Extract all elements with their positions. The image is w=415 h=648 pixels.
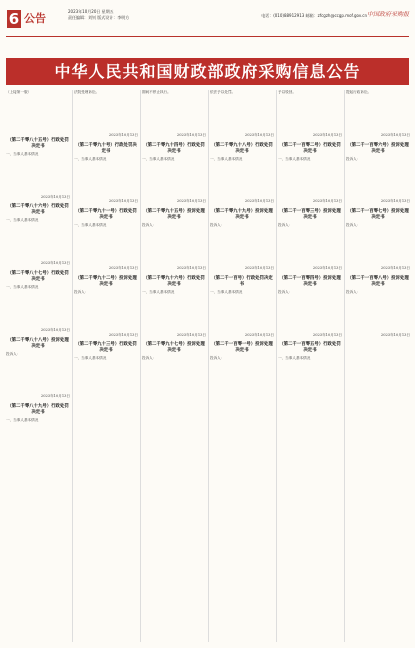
notice-block: [142, 209, 206, 271]
notice-block: [74, 342, 138, 399]
notice-block: [210, 143, 274, 205]
notice-heading: （第二千一百零三号）投诉处理决定书: [279, 209, 341, 221]
page-title: 中华人民共和国财政部政府采购信息公告: [6, 58, 409, 85]
notice-heading: （第二千一百零二号）行政处罚决定书: [279, 142, 341, 154]
notice-block: [6, 404, 70, 461]
notice-intro: 一、当事人基本情况: [6, 284, 39, 289]
section-name: 公告: [24, 12, 46, 25]
body-text-block: [74, 295, 138, 333]
notice-intro: 投诉人：: [142, 223, 157, 228]
column-divider: [208, 90, 209, 642]
notice-intro: 一、当事人基本情况: [210, 289, 243, 294]
body-text-block: [142, 295, 206, 333]
body-text-block: [74, 228, 138, 266]
notice-block: [210, 90, 274, 138]
body-text-block: [6, 423, 70, 461]
text-column: [278, 90, 342, 642]
notice-date: 2023年10月13日: [244, 265, 274, 270]
notice-intro: 一、当事人基本情况: [278, 156, 311, 161]
notice-heading: （第二千一百零一号）投诉处理决定书: [211, 342, 273, 354]
body-text-block: [74, 161, 138, 199]
notice-intro: 一、当事人基本情况: [74, 156, 107, 161]
text-column: [6, 90, 70, 642]
notice-block: [74, 276, 138, 338]
notice-intro: 提起行政诉讼。: [346, 90, 372, 94]
notice-date: 2023年10月13日: [312, 132, 342, 137]
body-text-block: [6, 157, 70, 195]
notice-date: 2023年10月13日: [108, 332, 138, 337]
column-divider: [276, 90, 277, 642]
notice-heading: （第二千一百零七号）投诉处理决定书: [347, 209, 409, 221]
notice-intro: 投诉人：: [210, 356, 225, 361]
body-text-block: [278, 228, 342, 266]
notice-heading: （第二千一百零六号）投诉处理决定书: [347, 142, 409, 154]
body-text-block: [142, 95, 206, 133]
notice-block: [346, 209, 410, 271]
notice-date: 2023年10月13日: [40, 261, 70, 266]
notice-date: 2023年10月13日: [244, 199, 274, 204]
text-column: [74, 90, 138, 642]
column-divider: [72, 90, 73, 642]
notice-heading: （第二千一百零八号）投诉处理决定书: [347, 275, 409, 287]
notice-block: [6, 204, 70, 266]
notice-date: 2023年10月13日: [40, 194, 70, 199]
body-text-block: [74, 361, 138, 399]
notice-date: 2023年10月13日: [380, 265, 410, 270]
text-column: [346, 90, 410, 642]
notice-block: [346, 276, 410, 338]
text-column: [210, 90, 274, 642]
notice-block: [74, 209, 138, 271]
notice-intro: 投诉人：: [278, 289, 293, 294]
notice-date: 2023年10月13日: [108, 132, 138, 137]
body-text-block: [6, 356, 70, 394]
contact-info: 电话：(010)88912913 邮箱：zfcgzh@ccgp.mof.gov.cn: [261, 13, 367, 18]
notice-block: [142, 90, 206, 138]
notice-intro: 一、当事人基本情况: [6, 418, 39, 423]
notice-block: [74, 143, 138, 205]
notice-date: 2023年10月13日: [176, 199, 206, 204]
notice-block: [210, 276, 274, 338]
body-text-block: [346, 228, 410, 266]
body-text-block: [278, 361, 342, 399]
notice-date: 2023年10月13日: [176, 132, 206, 137]
notice-intro: 一、当事人基本情况: [6, 151, 39, 156]
notice-intro: 投诉人：: [346, 156, 361, 161]
masthead-rule: [6, 36, 409, 37]
notice-intro: 投诉人：: [74, 289, 89, 294]
notice-date: 2023年10月13日: [176, 332, 206, 337]
notice-block: [278, 90, 342, 138]
body-text-block: [6, 95, 70, 133]
body-text-block: [278, 95, 342, 133]
notice-heading: （第二千一百号）行政处罚决定书: [211, 275, 273, 287]
notice-block: [6, 271, 70, 333]
notice-heading: （第二千零八十八号）投诉处理决定书: [7, 337, 69, 349]
notice-intro: 投诉人：: [346, 223, 361, 228]
notice-heading: （第二千零九十一号）行政处罚决定书: [75, 209, 137, 221]
notice-heading: （第二千一百零四号）投诉处理决定书: [279, 275, 341, 287]
notice-block: [278, 342, 342, 399]
notice-intro: 投诉人：: [142, 356, 157, 361]
notice-date: 2023年10月13日: [108, 199, 138, 204]
notice-block: [142, 342, 206, 399]
page-number: 6: [8, 10, 20, 28]
notice-heading: （第二千零九十二号）投诉处理决定书: [75, 275, 137, 287]
notice-block: [142, 276, 206, 338]
notice-intro: 一、当事人基本情况: [210, 156, 243, 161]
newspaper-logo: 中国政府采购报: [366, 11, 409, 18]
editor-credits: 责任编辑：刘钊 版式设计：李明方: [68, 15, 130, 20]
notice-date: 2023年10月13日: [380, 199, 410, 204]
notice-block: [6, 138, 70, 200]
body-text-block: [6, 290, 70, 328]
notice-block: [210, 209, 274, 271]
notice-heading: （第二千零九十七号）投诉处理决定书: [143, 342, 205, 354]
body-text-block: [346, 295, 410, 333]
body-text-block: [210, 228, 274, 266]
notice-block: [346, 90, 410, 138]
notice-heading: （第二千零九十八号）行政处罚决定书: [211, 142, 273, 154]
body-text-block: [6, 223, 70, 261]
notice-block: [278, 209, 342, 271]
column-divider: [344, 90, 345, 642]
issue-meta: [68, 9, 129, 21]
notice-date: 2023年10月13日: [40, 327, 70, 332]
notice-date: 2023年10月13日: [244, 132, 274, 137]
notice-date: 2023年10月13日: [312, 332, 342, 337]
body-text-block: [210, 361, 274, 399]
notice-heading: （第二千零八十九号）行政处罚决定书: [7, 404, 69, 416]
notice-intro: 予以驳回。: [278, 90, 296, 94]
notice-intro: 投诉人：: [6, 351, 21, 356]
notice-heading: （第二千零九十五号）投诉处理决定书: [143, 209, 205, 221]
notice-date: 2023年10月13日: [40, 394, 70, 399]
notice-block: [6, 90, 70, 133]
notice-intro: 投诉人：: [346, 289, 361, 294]
notice-intro: 一、当事人基本情况: [278, 356, 311, 361]
column-divider: [140, 90, 141, 642]
body-text-block: [278, 161, 342, 199]
notice-heading: （第二千零九十号）行政处罚决定书: [75, 142, 137, 154]
body-text-block: [210, 95, 274, 133]
notice-date: 2023年10月13日: [108, 265, 138, 270]
body-text-block: [210, 161, 274, 199]
notice-intro: （上接第一版）: [6, 90, 32, 94]
notice-intro: 一、当事人基本情况: [74, 356, 107, 361]
notice-intro: 法院受理诉讼。: [74, 90, 100, 94]
issue-date: 2023年10月20日 星期五: [68, 9, 114, 14]
notice-intro: 一、当事人基本情况: [142, 156, 175, 161]
notice-intro: 依法予以处罚。: [210, 90, 236, 94]
notice-intro: 一、当事人基本情况: [6, 218, 39, 223]
notice-heading: （第二千零八十六号）行政处罚决定书: [7, 204, 69, 216]
notice-intro: 投诉人：: [278, 223, 293, 228]
notice-heading: （第二千零八十七号）行政处罚决定书: [7, 270, 69, 282]
notice-heading: （第二千零九十四号）行政处罚决定书: [143, 142, 205, 154]
body-text-block: [346, 95, 410, 133]
notice-date: 2023年10月13日: [380, 132, 410, 137]
notice-intro: 期间不停止执行。: [142, 90, 171, 94]
notice-heading: （第二千零八十五号）行政处罚决定书: [7, 137, 69, 149]
body-text-block: [210, 295, 274, 333]
notice-block: [142, 143, 206, 205]
notice-heading: （第二千零九十三号）行政处罚决定书: [75, 342, 137, 354]
notice-block: [278, 143, 342, 205]
notice-heading: （第二千零九十九号）投诉处理决定书: [211, 209, 273, 221]
notice-heading: （第二千零九十六号）行政处罚决定书: [143, 275, 205, 287]
notice-date: 2023年10月13日: [312, 199, 342, 204]
notice-block: [278, 276, 342, 338]
notice-block: [210, 342, 274, 399]
body-text-block: [74, 95, 138, 133]
body-text-block: [142, 228, 206, 266]
notice-heading: （第二千一百零五号）行政处罚决定书: [279, 342, 341, 354]
notice-block: [346, 143, 410, 205]
notice-date: 2023年10月13日: [312, 265, 342, 270]
notice-block: [6, 338, 70, 400]
body-text-block: [346, 161, 410, 199]
notice-intro: 投诉人：: [210, 223, 225, 228]
notice-intro: 一、当事人基本情况: [142, 289, 175, 294]
body-text-block: [142, 161, 206, 199]
body-text-block: [278, 295, 342, 333]
notice-date: 2023年10月13日: [380, 332, 410, 337]
masthead: [0, 0, 415, 40]
body-text-block: [142, 361, 206, 399]
notice-date: 2023年10月13日: [176, 265, 206, 270]
text-column: [142, 90, 206, 642]
notice-intro: 一、当事人基本情况: [74, 223, 107, 228]
notice-block: [74, 90, 138, 138]
notice-date: 2023年10月13日: [244, 332, 274, 337]
